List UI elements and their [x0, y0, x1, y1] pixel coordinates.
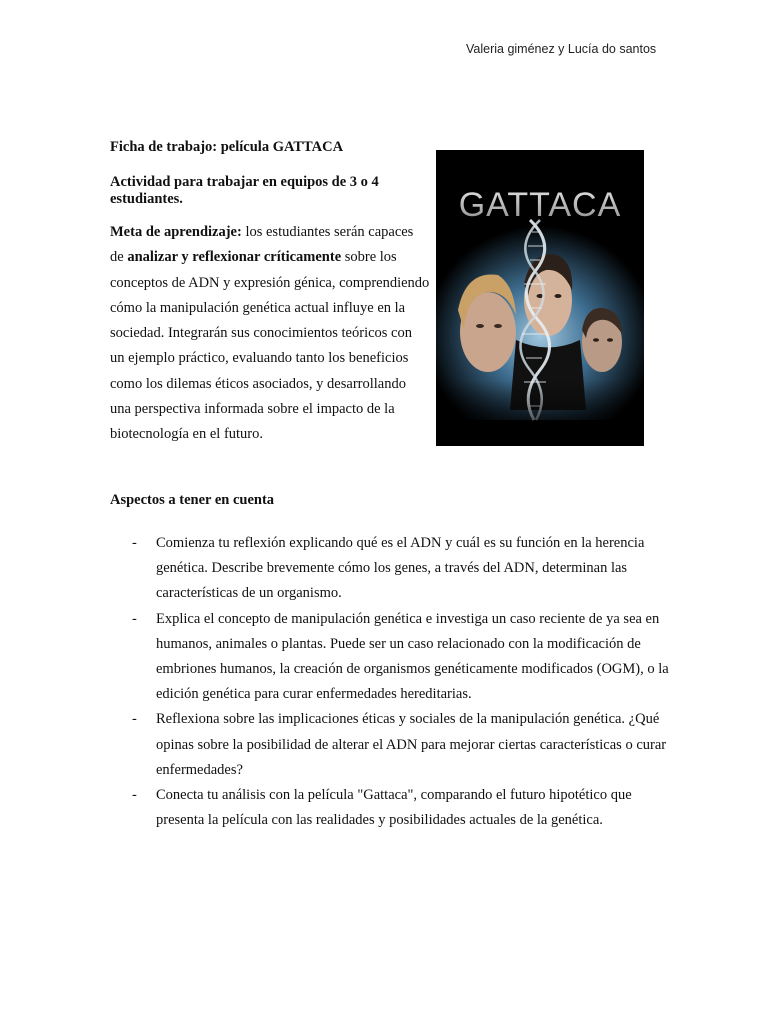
- aspects-heading: Aspectos a tener en cuenta: [110, 492, 275, 508]
- aspects-list: [110, 531, 670, 833]
- learning-goal-text-2: sobre los conceptos de ADN y expresión génica, comprendiendo cómo la manipulación genética actual influye en la sociedad. Integrarán sus conocimientos teóricos con un ejemplo práctico, evaluando tanto los beneficios como los dilemas éticos asociados, y desarrollando una perspectiva informada sobre el impacto de la biotecnología en el futuro.: [110, 249, 430, 443]
- document-title: Ficha de trabajo: película GATTACA: [110, 139, 344, 155]
- list-item-text: Reflexiona sobre las implicaciones éticas y sociales de la manipulación genética. ¿Qué opinas sobre la posibilidad de alterar el ADN para mejorar ciertas características o curar enfermedades?: [156, 711, 667, 778]
- activity-description: Actividad para trabajar en equipos de 3 o 4 estudiantes.: [110, 174, 379, 207]
- bullet-marker: -: [132, 610, 137, 627]
- header-authors: Valeria giménez y Lucía do santos: [466, 42, 657, 56]
- list-item: [110, 707, 670, 783]
- movie-poster-image: [436, 150, 644, 446]
- list-item: [110, 531, 670, 607]
- learning-goal-emphasis: analizar y reflexionar críticamente: [127, 249, 342, 266]
- list-item-text: Explica el concepto de manipulación genética e investiga un caso reciente de ya sea en humanos, animales o plantas. Puede ser un caso relacionado con la modificación de embriones humanos, la creación de organismos genéticamente modificados (OGM), o la edición genética para curar enfermedades hereditarias.: [156, 610, 669, 703]
- list-item: [110, 607, 670, 708]
- learning-goal: [110, 220, 430, 448]
- learning-goal-text-1: los estudiantes serán capaces de: [110, 224, 414, 266]
- bullet-marker: -: [132, 711, 137, 728]
- movie-poster: [436, 150, 644, 446]
- list-item-text: Comienza tu reflexión explicando qué es el ADN y cuál es su función en la herencia genética. Describe brevemente cómo los genes, a través del ADN, determinan las características de un organismo.: [156, 535, 645, 602]
- bullet-marker: -: [132, 535, 137, 551]
- list-item: [110, 783, 670, 833]
- movie-poster-title: GATTACA: [458, 186, 622, 224]
- bullet-marker: -: [132, 787, 137, 804]
- list-item-text: Conecta tu análisis con la película "Gattaca", comparando el futuro hipotético que presenta la película con las realidades y posibilidades actuales de la genética.: [156, 787, 632, 829]
- learning-goal-label: Meta de aprendizaje:: [110, 224, 242, 240]
